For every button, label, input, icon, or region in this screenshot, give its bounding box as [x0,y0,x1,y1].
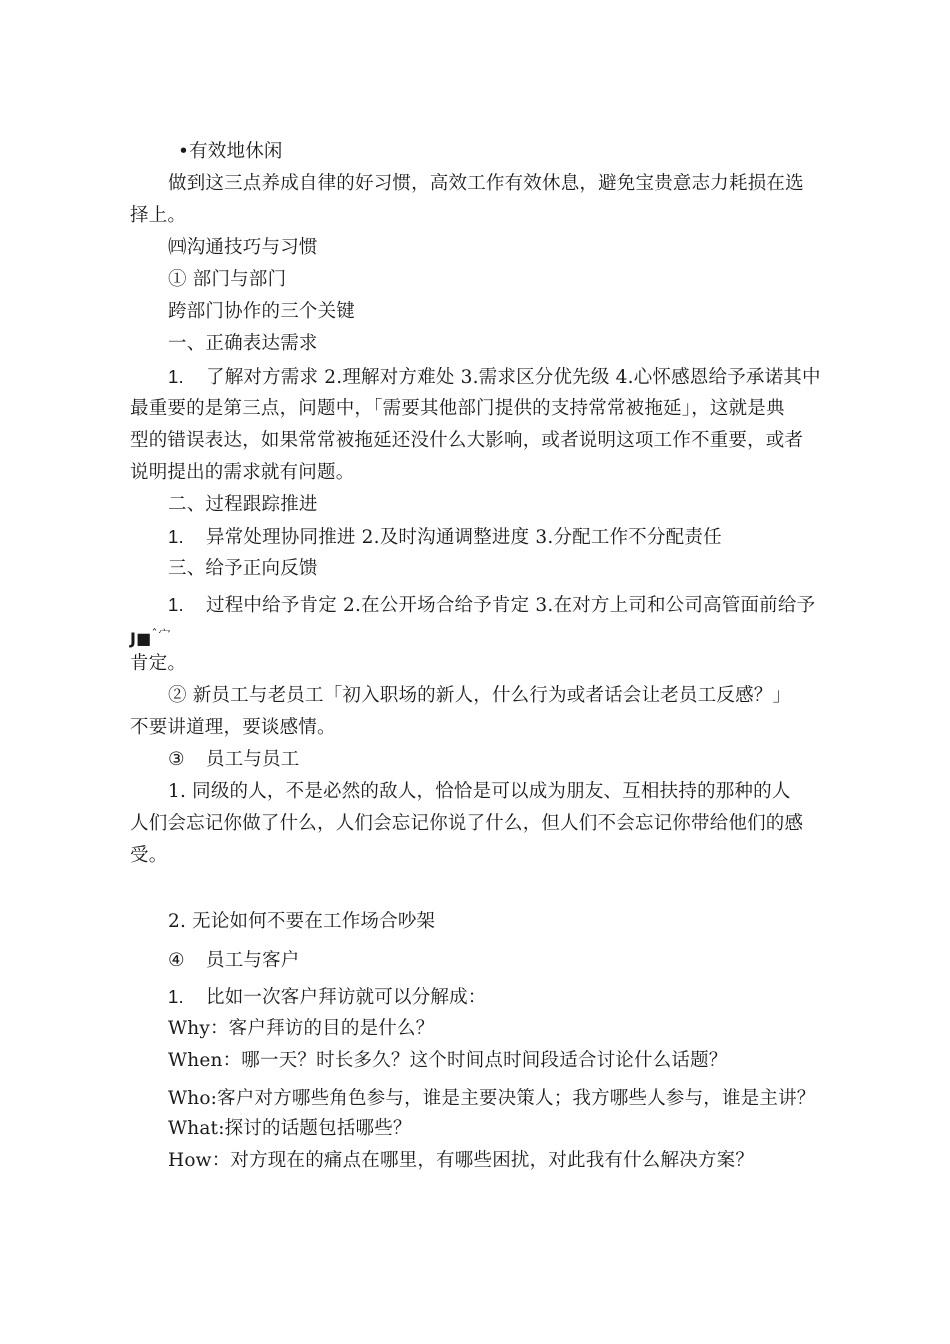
subsection-heading [168,949,300,973]
list-number: ③ [168,749,185,770]
garbled-glyphs: J■ [130,629,152,648]
list-text: 异常处理协同推进 2.及时沟通调整进度 3.分配工作不分配责任 [206,527,722,548]
list-number: ④ [168,950,185,971]
numbered-line [168,593,815,618]
bullet-line: •有效地休闲 [178,141,283,162]
list-number: 1. [168,594,184,615]
list-text: 过程中给予肯定 2.在公开场合给予肯定 3.在对方上司和公司高管面前给予 [206,595,816,616]
question-line-what: What:探讨的话题包括哪些？ [168,1118,412,1139]
list-text: 比如一次客户拜访就可以分解成： [206,987,487,1008]
garbled-marks: ˆ宀 [151,627,172,641]
question-line-how: How：对方现在的痛点在哪里，有哪些困扰，对此我有什么解决方案？ [168,1150,755,1171]
list-heading: 二、过程跟踪推进 [168,494,318,515]
question-line-why: Why：客户拜访的目的是什么？ [168,1018,435,1039]
garbled-text [130,622,172,651]
numbered-line: 2. 无论如何不要在工作场合吵架 [168,911,436,932]
numbered-line [168,985,487,1010]
paragraph-line: 受。 [130,845,168,866]
list-text: 了解对方需求 2.理解对方难处 3.需求区分优先级 4.心怀感恩给予承诺其中 [206,367,821,388]
numbered-line [168,365,821,390]
paragraph-line: 做到这三点养成自律的好习惯，高效工作有效休息，避免宝贵意志力耗损在选 [168,173,804,194]
paragraph-line: 最重要的是第三点，问题中，「需要其他部门提供的支持常常被拖延」，这就是典 [130,398,785,419]
list-text: 员工与员工 [206,749,300,770]
paragraph-line: 不要讲道理，要谈感情。 [130,717,336,738]
paragraph-line: 型的错误表达，如果常常被拖延还没什么大影响，或者说明这项工作不重要，或者 [130,430,804,451]
subsection-heading: ② 新员工与老员工「初入职场的新人，什么行为或者话会让老员工反感？」 [168,685,792,706]
list-text: 员工与客户 [206,950,300,971]
list-heading: 一、正确表达需求 [168,333,318,354]
subsection-heading: ① 部门与部门 [168,269,287,290]
list-number: 1. [168,366,184,387]
paragraph-line: 人们会忘记你做了什么，人们会忘记你说了什么，但人们不会忘记你带给他们的感 [130,813,804,834]
question-line-who: Who:客户对方哪些角色参与，谁是主要决策人；我方哪些人参与，谁是主讲？ [168,1088,816,1109]
numbered-line [168,525,722,550]
list-number: 1. [168,526,184,547]
list-number: 1. [168,986,184,1007]
paragraph-line: 说明提出的需求就有问题。 [130,462,355,483]
section-heading: ㈣沟通技巧与习惯 [168,237,318,258]
numbered-line: 1. 同级的人，不是必然的敌人，恰恰是可以成为朋友、互相扶持的那种的人 [168,781,791,802]
question-line-when: When：哪一天？时长多久？这个时间点时间段适合讨论什么话题？ [168,1050,728,1071]
list-heading: 三、给予正向反馈 [168,558,318,579]
subsection-heading [168,748,300,772]
paragraph-line: 择上。 [130,205,187,226]
paragraph-line: 跨部门协作的三个关键 [168,301,356,322]
paragraph-line: 肯定。 [130,653,187,674]
